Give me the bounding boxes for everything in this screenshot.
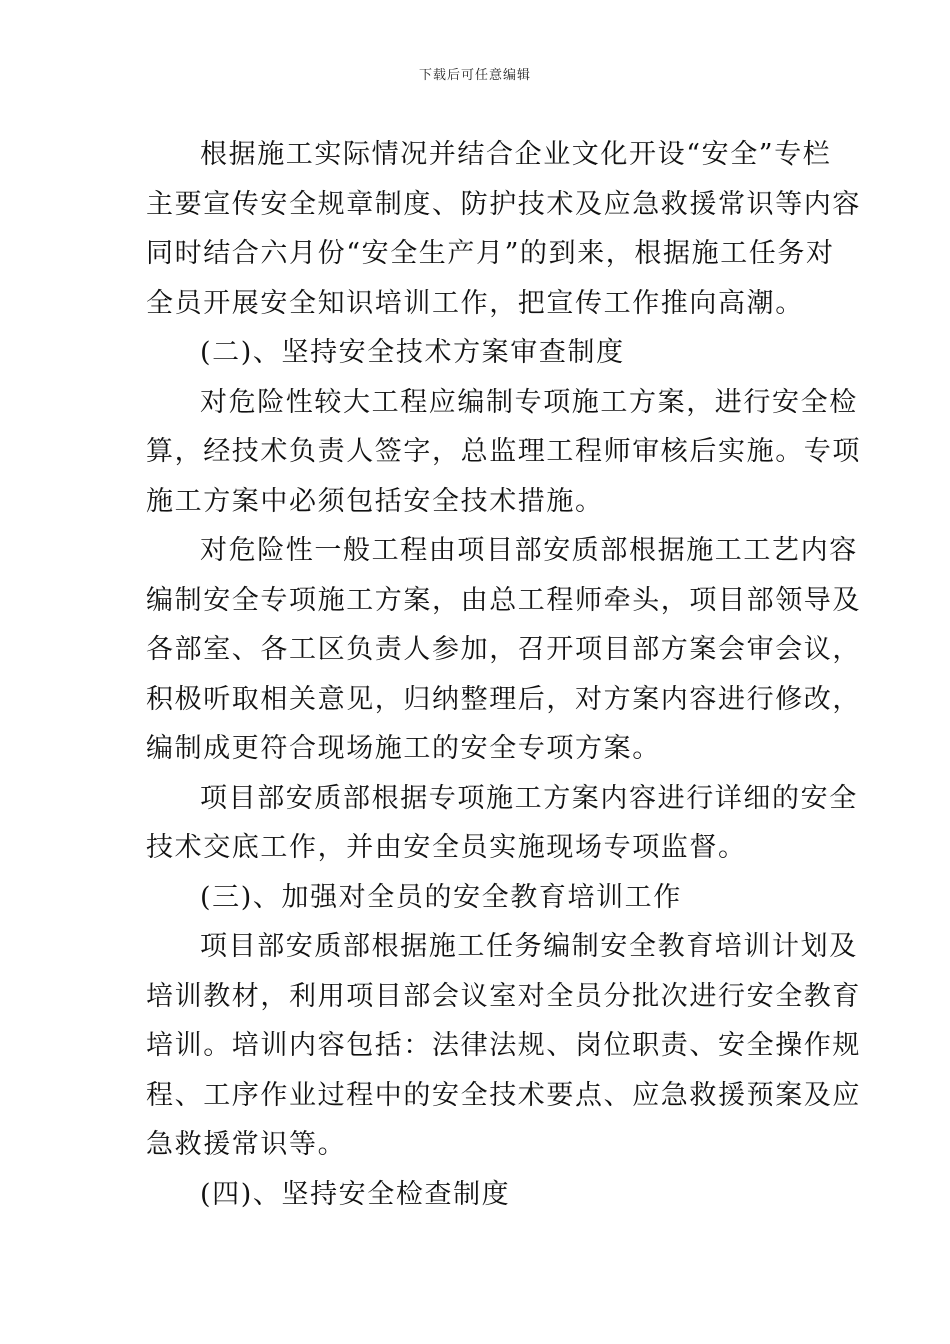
- paragraph-line: 根据施工实际情况并结合企业文化开设“安全”专栏: [200, 139, 832, 170]
- paragraph-line: 编制安全专项施工方案，由总工程师牵头，项目部领导及: [146, 584, 861, 616]
- paragraph-line: 项目部安质部根据施工任务编制安全教育培训计划及: [200, 931, 858, 962]
- paragraph-line: 编制成更符合现场施工的安全专项方案。: [146, 733, 661, 764]
- section-heading: (四)、坚持安全检查制度: [200, 1178, 511, 1210]
- paragraph-line: 对危险性较大工程应编制专项施工方案，进行安全检: [200, 386, 858, 418]
- paragraph-line: 对危险性一般工程由项目部安质部根据施工工艺内容: [200, 535, 858, 566]
- download-note: 下载后可任意编辑: [418, 68, 531, 83]
- paragraph-line: 同时结合六月份“安全生产月”的到来，根据施工任务对: [146, 238, 835, 269]
- paragraph-line: 急救援常识等。: [146, 1129, 347, 1160]
- paragraph-line: 各部室、各工区负责人参加，召开项目部方案会审会议，: [146, 634, 861, 665]
- paragraph-line: 项目部安质部根据专项施工方案内容进行详细的安全: [200, 782, 858, 814]
- paragraph-line: 程、工序作业过程中的安全技术要点、应急救援预案及应: [146, 1079, 861, 1111]
- paragraph-line: 培训。培训内容包括：法律法规、岗位职责、安全操作规: [146, 1030, 861, 1061]
- paragraph-line: 算，经技术负责人签字，总监理工程师审核后实施。专项: [146, 436, 861, 467]
- paragraph-line: 全员开展安全知识培训工作，把宣传工作推向高潮。: [146, 287, 804, 319]
- paragraph-line: 技术交底工作，并由安全员实施现场专项监督。: [146, 832, 747, 863]
- paragraph-line: 积极听取相关意见，归纳整理后，对方案内容进行修改，: [146, 683, 861, 715]
- paragraph-line: 施工方案中必须包括安全技术措施。: [146, 485, 604, 517]
- section-heading: (二)、坚持安全技术方案审查制度: [200, 337, 625, 368]
- paragraph-line: 主要宣传安全规章制度、防护技术及应急救援常识等内容: [146, 188, 861, 220]
- paragraph-line: 培训教材，利用项目部会议室对全员分批次进行安全教育: [146, 980, 861, 1012]
- section-heading: (三)、加强对全员的安全教育培训工作: [200, 881, 682, 913]
- document-body: [146, 130, 861, 1219]
